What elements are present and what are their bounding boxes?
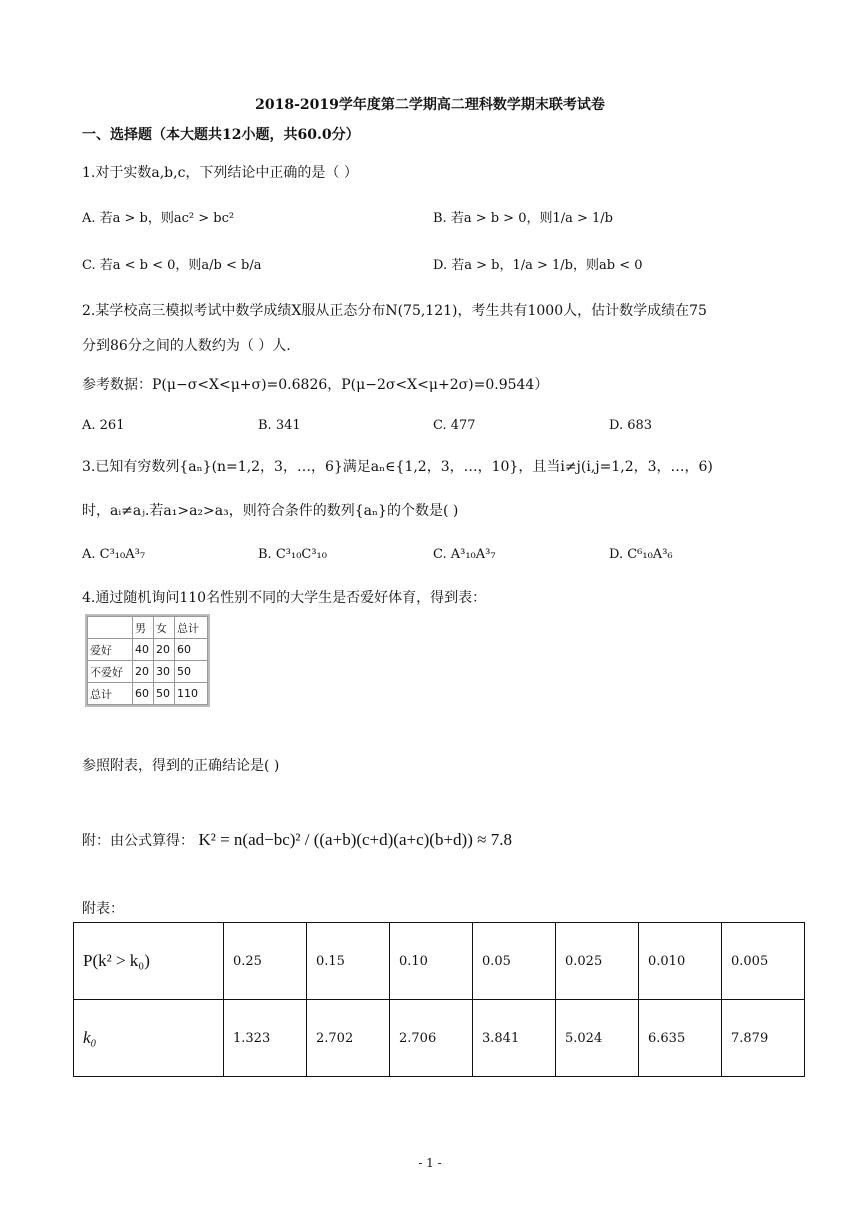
table-cell: 爱好 bbox=[88, 639, 133, 661]
table-cell: 男 bbox=[133, 617, 154, 639]
table-row bbox=[88, 617, 208, 639]
q2-option-b: B. 341 bbox=[258, 418, 301, 433]
table-cell: 1.323 bbox=[224, 1000, 307, 1077]
table-row-header: P(k² > k₀) bbox=[74, 923, 224, 1000]
q2-option-d: D. 683 bbox=[609, 418, 653, 433]
question-2-reference: 参考数据：P(μ−σ<X<μ+σ)=0.6826，P(μ−2σ<X<μ+2σ)=0.9544） bbox=[82, 377, 549, 393]
table-cell: 50 bbox=[175, 661, 208, 683]
k-squared-formula: K² = n(ad−bc)² / ((a+b)(c+d)(a+c)(b+d)) ≈ 7.8 bbox=[198, 830, 512, 849]
critical-value-table bbox=[73, 922, 805, 1077]
table-row bbox=[74, 1000, 805, 1077]
survey-table bbox=[85, 614, 210, 707]
table-cell: 女 bbox=[154, 617, 175, 639]
table-cell bbox=[88, 617, 133, 639]
table-cell: 3.841 bbox=[473, 1000, 556, 1077]
table-cell: 6.635 bbox=[639, 1000, 722, 1077]
formula-prefix: 附：由公式算得： bbox=[82, 833, 194, 849]
table-cell: 60 bbox=[175, 639, 208, 661]
table-cell: 20 bbox=[133, 661, 154, 683]
table-cell: 总计 bbox=[175, 617, 208, 639]
q1-option-d: D. 若a > b，1/a > 1/b，则ab < 0 bbox=[433, 258, 643, 273]
table-cell: 60 bbox=[133, 683, 154, 705]
table-cell: 0.005 bbox=[722, 923, 805, 1000]
table-cell: 0.010 bbox=[639, 923, 722, 1000]
table-cell: 5.024 bbox=[556, 1000, 639, 1077]
question-2-line-1: 2.某学校高三模拟考试中数学成绩X服从正态分布N(75,121)，考生共有1000人，估计数学成绩在75 bbox=[82, 303, 707, 319]
table-cell: 0.25 bbox=[224, 923, 307, 1000]
table-cell: 30 bbox=[154, 661, 175, 683]
q3-option-c: C. A³₁₀A³₇ bbox=[433, 547, 496, 562]
q3-option-b: B. C³₁₀C³₁₀ bbox=[258, 547, 327, 562]
question-1-stem: 1.对于实数a,b,c，下列结论中正确的是（ ） bbox=[82, 165, 358, 181]
table-cell: 20 bbox=[154, 639, 175, 661]
table-cell: 不爱好 bbox=[88, 661, 133, 683]
table-cell: 50 bbox=[154, 683, 175, 705]
section-heading: 一、选择题（本大题共12小题，共60.0分） bbox=[82, 127, 360, 143]
formula-line bbox=[82, 830, 512, 850]
q1-option-a: A. 若a > b，则ac² > bc² bbox=[82, 211, 235, 226]
q3-option-d: D. C⁶₁₀A³₆ bbox=[609, 547, 673, 562]
table-cell: 2.706 bbox=[390, 1000, 473, 1077]
table-cell: 7.879 bbox=[722, 1000, 805, 1077]
table-row bbox=[88, 661, 208, 683]
table-cell: 40 bbox=[133, 639, 154, 661]
table-row bbox=[88, 639, 208, 661]
appendix-label: 附表： bbox=[82, 901, 124, 917]
q2-option-c: C. 477 bbox=[433, 418, 476, 433]
question-2-line-2: 分到86分之间的人数约为（ ）人. bbox=[82, 338, 291, 354]
table-cell: 0.15 bbox=[307, 923, 390, 1000]
page-title: 2018-2019学年度第二学期高二理科数学期末联考试卷 bbox=[255, 97, 605, 113]
table-row bbox=[74, 923, 805, 1000]
table-row-header: k₀ bbox=[74, 1000, 224, 1077]
table-cell: 0.025 bbox=[556, 923, 639, 1000]
table-row bbox=[88, 683, 208, 705]
question-3-line-1: 3.已知有穷数列{aₙ}(n=1,2，3，…，6}满足aₙ∈{1,2，3，…，10}，且当i≠j(i,j=1,2，3，…，6) bbox=[82, 459, 713, 475]
q1-option-b: B. 若a > b > 0，则1/a > 1/b bbox=[433, 211, 614, 226]
q1-option-c: C. 若a < b < 0，则a/b < b/a bbox=[82, 258, 262, 273]
question-4-conclusion: 参照附表，得到的正确结论是( ) bbox=[82, 758, 280, 774]
table-cell: 2.702 bbox=[307, 1000, 390, 1077]
page-number: - 1 - bbox=[418, 1156, 442, 1170]
table-cell: 0.10 bbox=[390, 923, 473, 1000]
table-cell: 110 bbox=[175, 683, 208, 705]
table-cell: 0.05 bbox=[473, 923, 556, 1000]
table-cell: 总计 bbox=[88, 683, 133, 705]
q2-option-a: A. 261 bbox=[82, 418, 125, 433]
q3-option-a: A. C³₁₀A³₇ bbox=[82, 547, 146, 562]
question-4-stem: 4.通过随机询问110名性别不同的大学生是否爱好体育，得到表： bbox=[82, 590, 487, 606]
question-3-line-2: 时，aᵢ≠aⱼ.若a₁>a₂>a₃，则符合条件的数列{aₙ}的个数是( ) bbox=[82, 503, 459, 519]
